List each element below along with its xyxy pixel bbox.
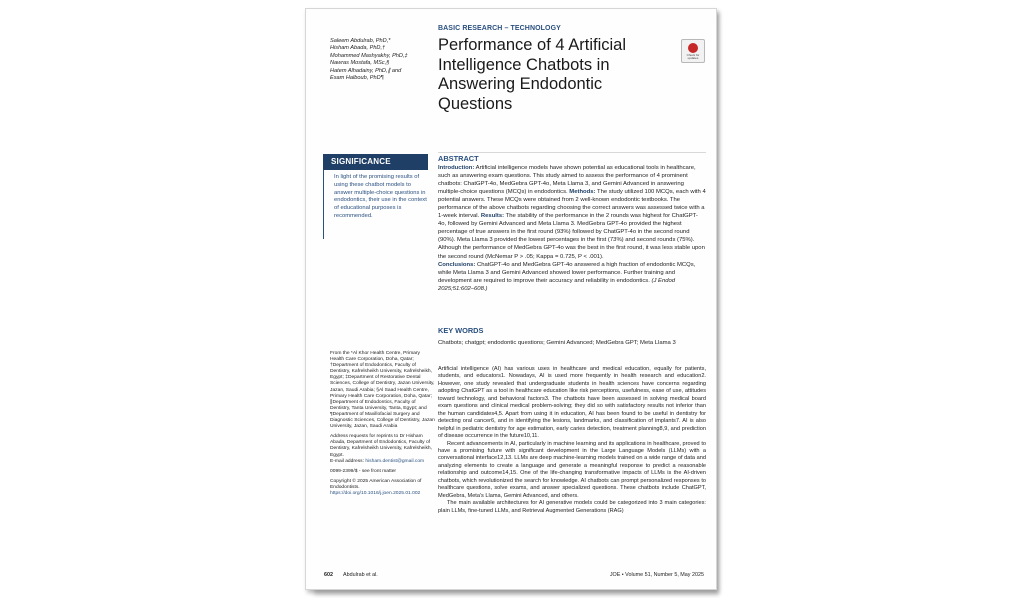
- body-paragraph: Artificial intelligence (AI) has various uses in healthcare and medical education, equally for patients, students, and educators1. Nowadays, AI is used more frequently in health research and education2. However, one study revealed that undergraduate students in health sciences have concerns regarding adopting ChatGPT as a tool in healthcare education like risk perceptions, usefulness, ease of use, attitudes toward technology, and behavioral factors3. The chatbots have been assessed in solving medical board exam questions and clinical medical problem-solving; they did so with satisfactory results not inferior than the human candidates4,5. Apart from using it in education, AI has been found to be useful in dentistry for detecting oral cancer6, and in identifying the lesions, landmarks, and classification of implants7. AI is also helpful in pediatric dentistry for age estimation, early caries detection, treatment planning8,9, and prediction of disease occurrence in the future10,11.: [438, 366, 706, 440]
- significance-heading: SIGNIFICANCE: [323, 154, 428, 170]
- author-name: Hatem Alhadainy, PhD,∥ and: [330, 67, 402, 74]
- footer-left: [324, 572, 378, 578]
- badge-label: Check for updates: [686, 53, 700, 61]
- reprints-address: Address requests for reprints to Dr Hisham Abada, Department of Endodontics, Faculty of Dentistry, Kafrelsheikh University, Kafrelsheikh, Egypt.: [330, 434, 433, 458]
- conclusions-text: ChatGPT-4o and MedGebra GPT-4o answered a high fraction of endodontic MCQs, while Meta Llama 3 and Gemini Advanced showed lower performance. Further training and development are required to improve their accuracy and reliability in endodontics.: [438, 261, 696, 284]
- doi-link[interactable]: https://doi.org/10.1016/j.joen.2025.01.002: [330, 490, 421, 496]
- check-for-updates-badge[interactable]: [681, 39, 705, 63]
- reprints-text: [330, 434, 435, 464]
- intro-label: Introduction:: [438, 165, 475, 171]
- copyright-text: [330, 479, 435, 497]
- running-author: Abdulrab et al.: [343, 572, 378, 578]
- page-number: 602: [324, 572, 333, 578]
- methods-label: Methods:: [569, 189, 596, 196]
- email-link[interactable]: hisham.dentist@gmail.com: [365, 458, 425, 464]
- intro-text: Artificial intelligence models have shown potential as educational tools in healthcare, such as answering exam questions. This study aimed to assess the performance of 4 prominent chatbots: ChatGPT-4o, MedGebra GPT-4o, Meta Llama 3, and Gemini Advanced in answering multiple-choice questions (MCQs) in endodontics.: [438, 165, 696, 196]
- body-text: [438, 366, 706, 515]
- keywords-text: Chatbots; chatgpt; endodontic questions; Gemini Advanced; MedGebra GPT; Meta Llama 3: [438, 340, 676, 346]
- abstract-text: [438, 164, 706, 293]
- keywords-heading: KEY WORDS: [438, 326, 484, 335]
- abstract-heading: ABSTRACT: [438, 154, 479, 163]
- journal-page: [305, 8, 717, 590]
- affiliations: [330, 351, 435, 501]
- abstract-citation: (J Endod 2025;51:602–608.): [438, 277, 676, 292]
- author-name: Esam Halboub, PhD¶: [330, 75, 384, 82]
- results-text: The stability of the performance in the 2 rounds was highest for ChatGPT-4o, followed by Gemini Advanced and Meta Llama 3. MedGebra GPT-4o provided the highest percentage of true answers in the first round (93%) followed by ChatGPT-4o in the second round (90%). Meta Llama 3 provided the lowest percentages in the first (73%) and second rounds (75%). Although the performance of MedGebra GPT-4o was the best in the first round, it was less stable upon the second round (McNemar P > .05; Kappa = 0.725, P < .001).: [438, 213, 705, 260]
- journal-info: JOE • Volume 51, Number 5, May 2025: [609, 572, 704, 578]
- author-name: Saleem Abdulrab, PhD,*: [330, 38, 391, 44]
- issn-text: 0099-2399/$ - see front matter: [330, 468, 397, 474]
- author-name: Nawras Mostafa, MSc,§: [330, 60, 390, 67]
- article-title: Performance of 4 Artificial Intelligence Chatbots in Answering Endodontic Questions: [438, 36, 626, 113]
- affiliation-text: From the *Al Khor Health Centre, Primary Health Care Corporation, Doha, Qatar; †Department of Endodontics, Faculty of Dentistry, Kafrelsheikh University, Kafrelsheikh, Egypt; ‡Department of Restorative Dental Sciences, College of Dentistry, Jazan University, Jazan, Saudi Arabia; §Al Saad Health Centre, Primary Health Care Corporation, Doha, Qatar; ∥Department of Endodontics, Faculty of Dentistry, Tanta University, Tanta, Egypt; and ¶Department of Maxillofacial Surgery and Diagnostic Sciences, College of Dentistry, Jazan University, Jazan, Saudi Arabia: [330, 351, 435, 430]
- author-name: Hisham Abada, PhD,†: [330, 45, 386, 52]
- body-paragraph: Recent advancements in AI, particularly in machine learning and its applications in healthcare, proved to have a promising future with significant development in the Large Language Models (LLMs) with a conversational interface12,13. LLMs are deep machine-learning models trained on a wide range of data and analyzing elements to create a language and generate a meaningful response to predict a reasonable relationship and outcome14,15. One of the life-changing transformative impacts of LLMs is the AI-driven chatbots, which revolutionized the search for knowledge. AI chatbots can prompt personalized responses to healthcare questions, solve exams, and answer specialized questions. These chatbots include ChatGPT, MedGebra, Meta's Llama, Gemini Advanced, and others.: [438, 440, 706, 499]
- results-label: Results:: [480, 213, 505, 220]
- section-label: BASIC RESEARCH – TECHNOLOGY: [438, 25, 561, 32]
- body-paragraph: The main available architectures for AI generative models could be categorized into 3 main categories: plain LLMs, fine-tuned LLMs, and Retrieval Augmented Generations (RAG): [438, 500, 706, 514]
- significance-text: In light of the promising results of using these chatbot models to answer multiple-choice questions in endodontics, their use in the context of educational purposes is recommended.: [323, 170, 428, 239]
- author-list: [330, 38, 440, 82]
- author-name: Mohammed Mashyakhy, PhD,‡: [330, 52, 408, 59]
- methods-text: The study utilized 100 MCQs, each with 4 potential answers. These MCQs were obtained from 2 well-known endodontic textbooks. The performance of the above chatbots regarding choosing the correct answers was assessed twice with a 1-week interval.: [438, 189, 706, 220]
- copyright-line: Copyright © 2025 American Association of Endodontists.: [330, 478, 422, 490]
- divider: [438, 152, 706, 153]
- email-label: E-mail address:: [330, 458, 366, 464]
- conclusions-label: Conclusions:: [438, 261, 476, 268]
- crossmark-icon: [688, 43, 698, 53]
